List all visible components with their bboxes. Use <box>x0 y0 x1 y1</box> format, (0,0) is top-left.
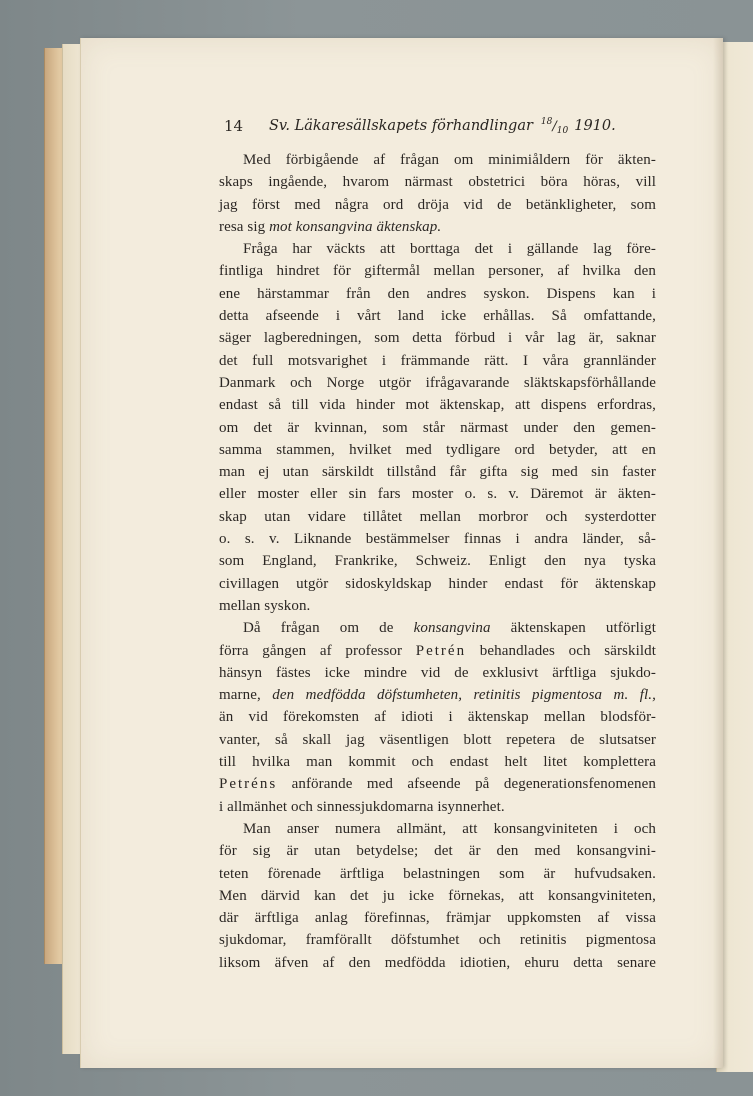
date-month: 10 <box>556 126 569 136</box>
text-segment: förra gången af professor <box>219 642 416 659</box>
date-day: 18 <box>540 117 553 127</box>
text-line: där ärftliga anlag förefinnas, främjar uppkomsten af vissa <box>219 910 656 927</box>
text-line <box>219 617 656 639</box>
text-line: samma stammen, hvilket med tydligare ord betyder, att en <box>219 441 656 458</box>
text-segment: marne, <box>219 687 273 704</box>
text-line: liksom äfven af den medfödda idiotien, ehuru detta senare <box>219 954 656 971</box>
text-line: Danmark och Norge utgör ifrågavarande släktskapsförhållande <box>219 374 656 391</box>
text-line: endast så till vida hinder mot äktenskap, att dispens erfordras, <box>219 397 656 414</box>
text-line: o. s. v. Liknande bestämmelser finnas i andra länder, så- <box>219 531 656 548</box>
text-line <box>219 773 656 795</box>
text-line: i allmänhet och sinnessjukdomarna isynnerhet. <box>219 798 505 815</box>
text-line: man ej utan särskildt tillstånd får gifta sig med sin faster <box>219 464 656 481</box>
text-line <box>219 684 656 706</box>
year: 1910. <box>574 118 616 134</box>
text-line: detta afseende i vårt land icke erhållas. Så omfattande, <box>219 308 656 325</box>
text-line: fintliga hindret för giftermål mellan personer, af hvilka den <box>219 263 656 280</box>
text-line: Man anser numera allmänt, att konsangviniteten i och <box>243 820 656 837</box>
page-header <box>224 117 624 137</box>
running-title <box>269 117 616 136</box>
text-line: skaps ingående, hvarom närmast obstetrici böra höras, vill <box>219 174 656 191</box>
text-line <box>219 216 656 238</box>
emphasis-text: konsangvina <box>413 620 491 637</box>
text-line: hänsyn fästes icke mindre vid de exklusivt ärftliga sjukdo- <box>219 664 656 681</box>
body-text <box>219 149 656 974</box>
emphasis-text: mot konsangvina äktenskap. <box>269 218 442 235</box>
text-segment: äktenskapen utförligt <box>490 620 656 637</box>
text-line: civillagen utgör sidoskyldskap hinder endast för äktenskap <box>219 575 656 592</box>
page-number: 14 <box>224 117 244 135</box>
book-page <box>80 38 723 1068</box>
text-line: ene härstammar från den andres syskon. Dispens kan i <box>219 285 656 302</box>
emphasis-text: den medfödda döfstumheten, retinitis pigmentosa m. fl., <box>272 687 656 704</box>
text-line <box>219 640 656 662</box>
text-line: för sig är utan betydelse; det är den med konsangvini- <box>219 843 656 860</box>
text-line: jag först med några ord dröja vid de betänkligheter, som <box>219 196 656 213</box>
text-line: om det är kvinnan, som står närmast under den gemen- <box>219 419 656 436</box>
text-segment: Då frågan om de <box>243 620 414 637</box>
text-line: som England, Frankrike, Schweiz. Enligt den nya tyska <box>219 553 656 570</box>
text-line: mellan syskon. <box>219 597 311 614</box>
text-line: teten förenade ärftliga belastningen som är hufvudsaken. <box>219 865 656 882</box>
text-segment: behandlades och särskildt <box>466 642 656 659</box>
spaced-name: Petréns <box>219 776 278 793</box>
spaced-name: Petrén <box>415 642 467 659</box>
text-line: vanter, så skall jag väsentligen blott repetera de slutsatser <box>219 731 656 748</box>
text-line: Fråga har väckts att borttaga det i gällande lag före- <box>243 241 656 258</box>
date-slash: / <box>552 119 557 134</box>
text-line: eller moster eller sin fars moster o. s. v. Däremot är äkten- <box>219 486 656 503</box>
journal-title: Sv. Läkaresällskapets förhandlingar <box>269 118 533 134</box>
text-line: sjukdomar, framförallt döfstumhet och retinitis pigmentosa <box>219 932 656 949</box>
text-line: Med förbigående af frågan om minimiåldern för äkten- <box>243 152 656 168</box>
text-line: till hvilka man kommit och endast helt litet komplettera <box>219 754 656 771</box>
text-line: skap utan vidare tillåtet mellan morbror och systerdotter <box>219 508 656 525</box>
text-line: än vid förekomsten af idioti i äktenskap mellan blodsför- <box>219 709 656 726</box>
text-line: säger lagberedningen, som detta förbud i vår lag är, saknar <box>219 330 656 347</box>
text-segment: resa sig <box>219 218 270 235</box>
text-line: det full motsvarighet i främmande rätt. I våra grannländer <box>219 352 656 369</box>
text-line: Men därvid kan det ju icke förnekas, att konsangviniteten, <box>219 887 656 904</box>
text-segment: anförande med afseende på degenerationsfenomenen <box>277 776 656 793</box>
